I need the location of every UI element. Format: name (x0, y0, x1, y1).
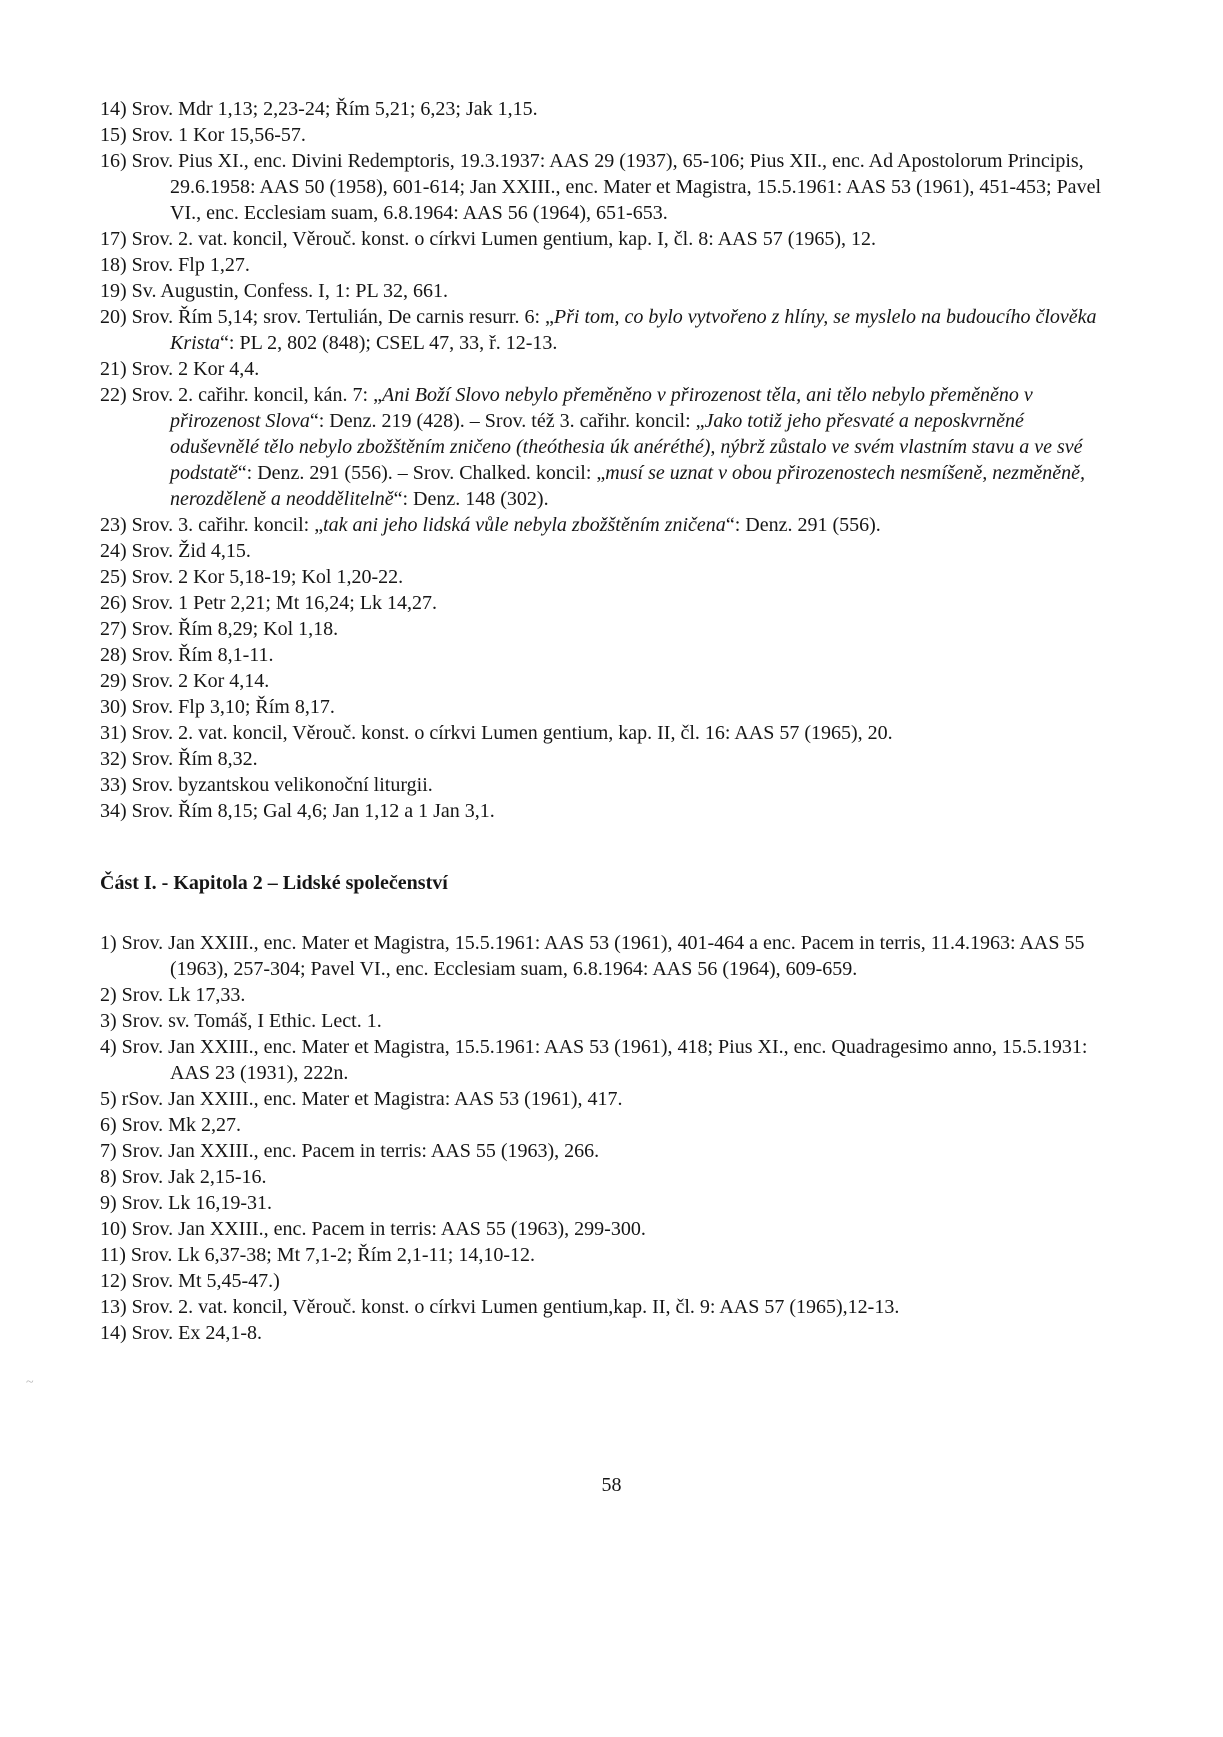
footnote-text: Srov. Mt 5,45-47.) (131, 1270, 280, 1292)
footnote-text: Srov. Jak 2,15-16. (121, 1166, 267, 1188)
footnote (100, 616, 1115, 642)
footnote-number: 27) (100, 618, 127, 640)
footnote-number: 9) (100, 1192, 117, 1214)
footnote-number: 2) (100, 984, 117, 1006)
footnote-text: Srov. Řím 8,1-11. (131, 644, 274, 666)
footnote (100, 930, 1115, 982)
footnote-text: Srov. Flp 1,27. (131, 254, 250, 276)
footnote-text: Srov. Řím 8,32. (131, 748, 258, 770)
footnote (100, 720, 1115, 746)
footnote (100, 1216, 1115, 1242)
footnote (100, 668, 1115, 694)
footnote-text: Srov. 2 Kor 5,18-19; Kol 1,20-22. (131, 566, 404, 588)
footnote (100, 1242, 1115, 1268)
footnote-number: 24) (100, 540, 127, 562)
footnote-text: “: Denz. 291 (556). (725, 514, 881, 536)
footnote-number: 16) (100, 150, 127, 172)
footnote-number: 30) (100, 696, 127, 718)
footnote (100, 798, 1115, 824)
scan-artifact (26, 1376, 40, 1390)
footnote-text: Srov. Řím 8,29; Kol 1,18. (131, 618, 339, 640)
footnote-number: 17) (100, 228, 127, 250)
section-heading: Část I. - Kapitola 2 – Lidské společenství (100, 872, 448, 894)
footnote (100, 304, 1115, 356)
footnote-text: Srov. Lk 16,19-31. (121, 1192, 273, 1214)
footnote (100, 512, 1115, 538)
footnote (100, 1164, 1115, 1190)
footnote-number: 34) (100, 800, 127, 822)
footnote-text: Srov. Jan XXIII., enc. Pacem in terris: AAS 55 (1963), 266. (121, 1140, 600, 1162)
footnote (100, 278, 1115, 304)
footnote-number: 28) (100, 644, 127, 666)
footnote-number: 18) (100, 254, 127, 276)
footnote-text: “: PL 2, 802 (848); CSEL 47, 33, ř. 12-13. (220, 332, 558, 354)
footnote-number: 22) (100, 384, 127, 406)
footnote (100, 122, 1115, 148)
footnote-text: Srov. 1 Petr 2,21; Mt 16,24; Lk 14,27. (131, 592, 438, 614)
footnote-quoted-text: Ani Boží Slovo nebylo přeměněno v přirozenost těla, ani tělo nebylo přeměněno v přirozenost Slova (170, 384, 1033, 432)
footnote (100, 982, 1115, 1008)
footnote (100, 538, 1115, 564)
footnote-text: Srov. Řím 5,14; srov. Tertulián, De carnis resurr. 6: „ (131, 306, 554, 328)
footnote-quoted-text: tak ani jeho lidská vůle nebyla zbožštěním zničena (323, 514, 726, 536)
endnotes-chapter2 (100, 930, 1115, 1346)
footnote-number: 14) (100, 98, 127, 120)
footnote (100, 1086, 1115, 1112)
footnote (100, 1268, 1115, 1294)
footnote-number: 12) (100, 1270, 127, 1292)
footnote (100, 252, 1115, 278)
footnote-quoted-text: musí se uznat v obou přirozenostech nesmíšeně, nezměněně, nerozděleně a neoddělitelně (170, 462, 1086, 510)
footnote (100, 1034, 1115, 1086)
footnote (100, 1008, 1115, 1034)
footnote-text: Srov. 2 Kor 4,4. (131, 358, 260, 380)
footnote-number: 5) (100, 1088, 117, 1110)
footnote (100, 642, 1115, 668)
footnote (100, 772, 1115, 798)
footnote-text: Srov. 2 Kor 4,14. (131, 670, 270, 692)
footnote (100, 96, 1115, 122)
footnote-number: 31) (100, 722, 127, 744)
footnote-text: Srov. Flp 3,10; Řím 8,17. (131, 696, 335, 718)
footnote-text: “: Denz. 219 (428). – Srov. též 3. cařihr. koncil: „ (309, 410, 705, 432)
footnote-number: 29) (100, 670, 127, 692)
footnote-text: Srov. 2. cařihr. koncil, kán. 7: „ (131, 384, 382, 406)
footnote-number: 33) (100, 774, 127, 796)
footnote-text: rSov. Jan XXIII., enc. Mater et Magistra: AAS 53 (1961), 417. (121, 1088, 623, 1110)
footnote-text: Srov. Jan XXIII., enc. Mater et Magistra, 15.5.1961: AAS 53 (1961), 401-464 a enc. Pacem in terris, 11.4.1963: AAS 55 (1963), 257-304; Pavel VI., enc. Ecclesiam suam, 6.8.1964: AAS 56 (1964), 609-659. (121, 932, 1085, 980)
footnote-number: 15) (100, 124, 127, 146)
footnote (100, 382, 1115, 512)
footnote-text: “: Denz. 291 (556). – Srov. Chalked. koncil: „ (237, 462, 606, 484)
footnote (100, 590, 1115, 616)
footnote-text: Srov. 2. vat. koncil, Věrouč. konst. o církvi Lumen gentium, kap. II, čl. 16: AAS 57 (1965), 20. (131, 722, 893, 744)
footnote-text: Srov. Lk 6,37-38; Mt 7,1-2; Řím 2,1-11; 14,10-12. (130, 1244, 535, 1266)
footnote-text: “: Denz. 148 (302). (393, 488, 549, 510)
footnote-text: Srov. Mk 2,27. (121, 1114, 241, 1136)
footnote-number: 11) (100, 1244, 126, 1266)
footnote-number: 8) (100, 1166, 117, 1188)
footnote-number: 32) (100, 748, 127, 770)
footnote (100, 226, 1115, 252)
footnote-text: Srov. 2. vat. koncil, Věrouč. konst. o církvi Lumen gentium, kap. I, čl. 8: AAS 57 (1965), 12. (131, 228, 877, 250)
footnote-number: 6) (100, 1114, 117, 1136)
footnote-text: Srov. Žid 4,15. (131, 540, 251, 562)
footnote-text: Srov. byzantskou velikonoční liturgii. (131, 774, 433, 796)
footnote-number: 19) (100, 280, 127, 302)
footnote (100, 694, 1115, 720)
footnote-text: Srov. sv. Tomáš, I Ethic. Lect. 1. (121, 1010, 382, 1032)
footnote-number: 10) (100, 1218, 127, 1240)
footnote-quoted-text: Jako totiž jeho přesvaté a neposkvrněné oduševnělé tělo nebylo zbožštěním zničeno (theóthesia úk anéréthé), nýbrž zůstalo ve svém vlastním stavu a ve své podstatě (170, 410, 1083, 484)
footnote-number: 23) (100, 514, 127, 536)
footnote (100, 1190, 1115, 1216)
footnote-text: Srov. Mdr 1,13; 2,23-24; Řím 5,21; 6,23; Jak 1,15. (131, 98, 538, 120)
footnote-number: 26) (100, 592, 127, 614)
footnote (100, 356, 1115, 382)
footnote (100, 564, 1115, 590)
page-number: 58 (601, 1474, 622, 1496)
footnote-text: Srov. Jan XXIII., enc. Mater et Magistra, 15.5.1961: AAS 53 (1961), 418; Pius XI., enc. Quadragesimo anno, 15.5.1931: AAS 23 (1931), 222n. (121, 1036, 1088, 1084)
footnote-text: Srov. 1 Kor 15,56-57. (131, 124, 306, 146)
footnote-number: 25) (100, 566, 127, 588)
footnote-number: 13) (100, 1296, 127, 1318)
footnote-number: 4) (100, 1036, 117, 1058)
footnote (100, 1320, 1115, 1346)
footnote-text: Srov. Jan XXIII., enc. Pacem in terris: AAS 55 (1963), 299-300. (131, 1218, 646, 1240)
footnote-text: Srov. Pius XI., enc. Divini Redemptoris, 19.3.1937: AAS 29 (1937), 65-106; Pius XII., enc. Ad Apostolorum Principis, 29.6.1958: AAS 50 (1958), 601-614; Jan XXIII., enc. Mater et Magistra, 15.5.1961: AAS 53 (1961), 451-453; Pavel VI., enc. Ecclesiam suam, 6.8.1964: AAS 56 (1964), 651-653. (131, 150, 1101, 224)
footnote-text: Srov. Řím 8,15; Gal 4,6; Jan 1,12 a 1 Jan 3,1. (131, 800, 495, 822)
footnote (100, 1138, 1115, 1164)
footnote (100, 1294, 1115, 1320)
footnote-number: 21) (100, 358, 127, 380)
footnote-text: Srov. 2. vat. koncil, Věrouč. konst. o církvi Lumen gentium,kap. II, čl. 9: AAS 57 (1965),12-13. (131, 1296, 900, 1318)
footnote (100, 746, 1115, 772)
footnote-text: Srov. Lk 17,33. (121, 984, 246, 1006)
footnote-number: 14) (100, 1322, 127, 1344)
footnote-number: 3) (100, 1010, 117, 1032)
footnote-number: 1) (100, 932, 117, 954)
footnote-number: 20) (100, 306, 127, 328)
footnote-text: Srov. Ex 24,1-8. (131, 1322, 263, 1344)
footnote (100, 1112, 1115, 1138)
endnotes-chapter1 (100, 96, 1115, 824)
footnote (100, 148, 1115, 226)
footnote-text: Sv. Augustin, Confess. I, 1: PL 32, 661. (131, 280, 448, 302)
footnote-number: 7) (100, 1140, 117, 1162)
footnote-quoted-text: Při tom, co bylo vytvořeno z hlíny, se myslelo na budoucího člověka Krista (170, 306, 1097, 354)
footnote-text: Srov. 3. cařihr. koncil: „ (131, 514, 324, 536)
